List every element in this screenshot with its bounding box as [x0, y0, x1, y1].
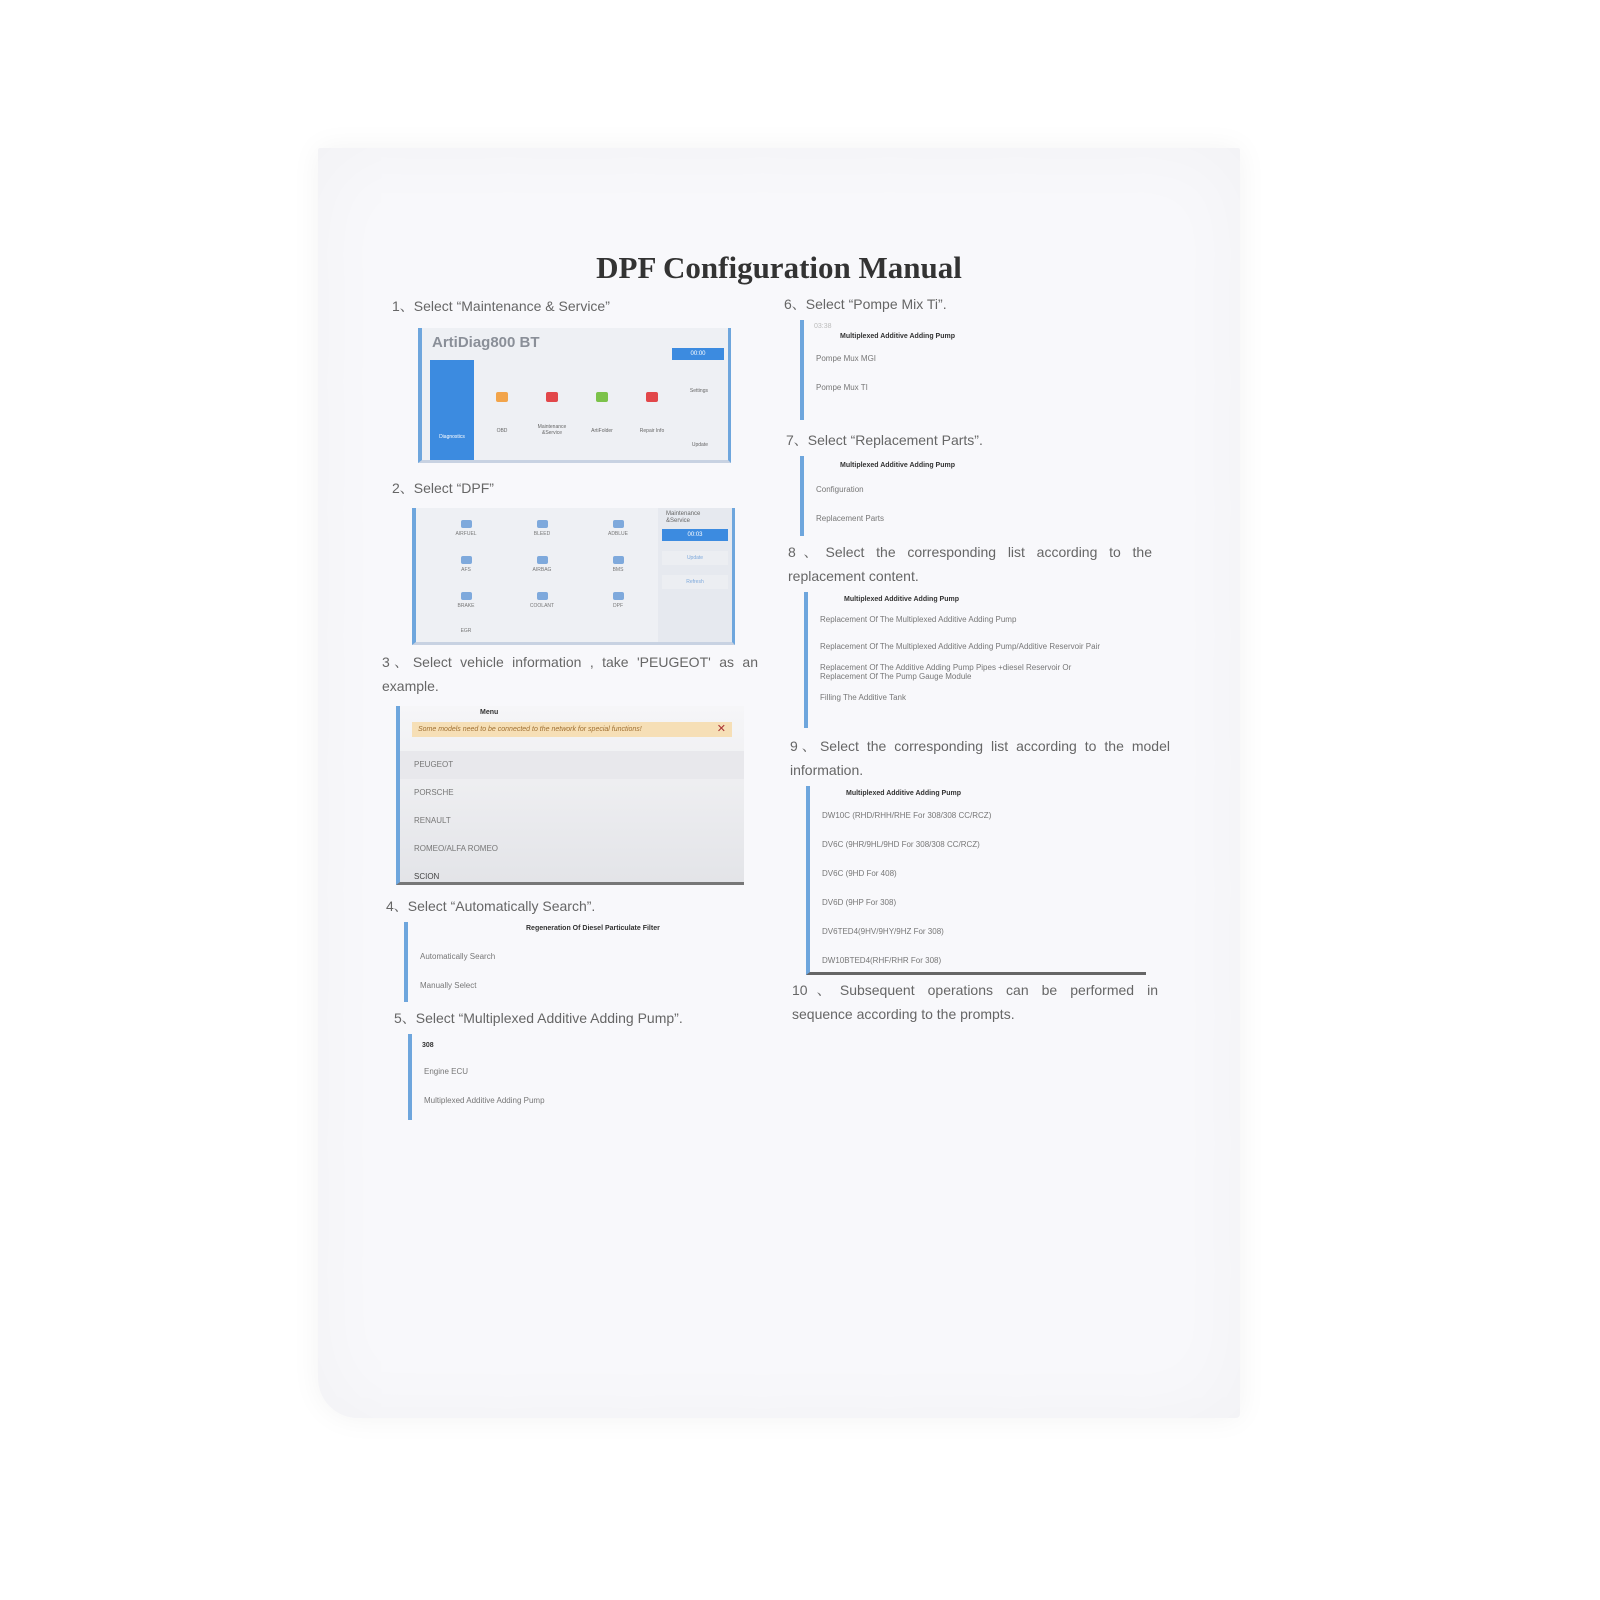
close-icon: ✕: [716, 723, 726, 735]
list-item: DV6TED4(9HV/9HY/9HZ For 308): [822, 927, 944, 936]
screenshot-replacement-list: [804, 592, 1148, 728]
service-cell: AIRBAG: [514, 556, 570, 573]
step-2: 2、Select “DPF”: [392, 480, 494, 496]
timer-badge: 00:03: [662, 529, 728, 541]
bleed-icon: [537, 520, 548, 528]
screenshot-service-menu: [412, 508, 735, 645]
timer-badge: 00:00: [672, 348, 724, 360]
screenshot-pump-list: [800, 320, 1134, 420]
list-item: Filling The Additive Tank: [820, 693, 906, 702]
list-item: DV6C (9HD For 408): [822, 869, 897, 878]
adblue-icon: [613, 520, 624, 528]
screenshot-engine-list: [806, 786, 1146, 975]
list-item: DV6D (9HP For 308): [822, 898, 897, 907]
service-cell: BRAKE: [438, 592, 494, 609]
list-item: Replacement Parts: [816, 514, 885, 523]
tile-diagnostics: [430, 360, 474, 460]
brand-item: PEUGEOT: [400, 751, 744, 779]
brake-icon: [461, 592, 472, 600]
brand-item: ROMEO/ALFA ROMEO: [414, 844, 499, 853]
list-item: Engine ECU: [424, 1067, 469, 1076]
step-6: 6、Select “Pompe Mix Ti”.: [784, 296, 947, 312]
list-item: DV6C (9HR/9HL/9HD For 308/308 CC/RCZ): [822, 840, 980, 849]
tile-label: Maintenance &Service: [537, 424, 567, 436]
folder-icon: [596, 392, 608, 402]
breadcrumb: Multiplexed Additive Adding Pump: [844, 596, 959, 603]
service-cell-dpf: DPF: [590, 592, 646, 609]
breadcrumb: Multiplexed Additive Adding Pump: [846, 790, 961, 797]
screenshot-brand-list: [396, 706, 744, 885]
manual-sheet: [318, 148, 1240, 1418]
service-cell: BLEED: [514, 520, 570, 537]
maintenance-icon: [546, 392, 558, 402]
breadcrumb: Regeneration Of Diesel Particulate Filter: [526, 925, 660, 932]
bms-icon: [613, 556, 624, 564]
update-button: Update: [662, 551, 728, 565]
step-1: 1、Select “Maintenance & Service”: [392, 298, 610, 314]
service-cell: AIRFUEL: [438, 520, 494, 537]
list-item: DW10C (RHD/RHH/RHE For 308/308 CC/RCZ): [822, 811, 992, 820]
service-cell: BMS: [590, 556, 646, 573]
list-item: Replacement Of The Additive Adding Pump Pipes +diesel Reservoir Or Replacement Of The Pump Gauge Module: [820, 663, 1072, 681]
breadcrumb: 308: [422, 1042, 434, 1049]
brand-item: RENAULT: [414, 816, 451, 825]
service-cell: COOLANT: [514, 592, 570, 609]
list-item: Replacement Of The Multiplexed Additive Adding Pump: [820, 615, 1017, 624]
list-item: DW10BTED4(RHF/RHR For 308): [822, 956, 942, 965]
list-item: Configuration: [816, 485, 864, 494]
breadcrumb: Menu: [480, 709, 499, 716]
list-item: Multiplexed Additive Adding Pump: [424, 1096, 545, 1105]
time-readout: 03:38: [814, 323, 832, 330]
list-item: Manually Select: [420, 981, 477, 990]
refresh-button: Refresh: [662, 575, 728, 589]
tile-label: Diagnostics: [439, 434, 465, 440]
dpf-icon: [613, 592, 624, 600]
list-item: Pompe Mux TI: [816, 383, 868, 392]
list-item: Automatically Search: [420, 952, 496, 961]
tile-label: Repair Info: [639, 428, 665, 434]
tile-label: ArtiFolder: [591, 428, 613, 434]
coolant-icon: [537, 592, 548, 600]
app-name: ArtiDiag800 BT: [432, 334, 540, 351]
list-item: Pompe Mux MGI: [816, 354, 877, 363]
step-9: 9、Select the corresponding list according to the model information.: [790, 738, 1170, 778]
service-cell: AFS: [438, 556, 494, 573]
settings-label: Settings: [689, 388, 708, 394]
step-8: 8、Select the corresponding list according to the replacement content.: [788, 544, 1152, 584]
update-label: Update: [691, 442, 708, 448]
step-5: 5、Select “Multiplexed Additive Adding Pump”.: [394, 1010, 683, 1026]
screenshot-ecu-list: [408, 1034, 746, 1120]
airbag-icon: [537, 556, 548, 564]
step-3: 3、Select vehicle information , take 'PEUGEOT' as an example.: [382, 654, 758, 694]
list-item: Replacement Of The Multiplexed Additive Adding Pump/Additive Reservoir Pair: [820, 642, 1100, 651]
panel-title: Maintenance &Service: [666, 511, 701, 524]
brand-item: SCION: [414, 872, 440, 881]
side-panel: [658, 508, 732, 642]
service-cell: ADBLUE: [590, 520, 646, 537]
step-4: 4、Select “Automatically Search”.: [386, 898, 596, 914]
screenshot-function-list: [800, 456, 1140, 536]
breadcrumb: Multiplexed Additive Adding Pump: [840, 333, 955, 340]
tile-label: OBD: [496, 428, 508, 434]
network-warning: Some models need to be connected to the network for special functions! ✕: [412, 722, 732, 737]
repair-info-icon: [646, 392, 658, 402]
afs-icon: [461, 556, 472, 564]
step-7: 7、Select “Replacement Parts”.: [786, 432, 983, 448]
screenshot-main-menu: [418, 328, 731, 463]
brand-item: PORSCHE: [414, 788, 454, 797]
screenshot-search-mode: [404, 922, 744, 1002]
service-cell: EGR: [460, 628, 472, 634]
airfuel-icon: [461, 520, 472, 528]
page-title: DPF Configuration Manual: [596, 250, 962, 285]
obd-icon: [496, 392, 508, 402]
step-10: 10、Subsequent operations can be performed in sequence according to the prompts.: [792, 982, 1158, 1022]
breadcrumb: Multiplexed Additive Adding Pump: [840, 462, 955, 469]
